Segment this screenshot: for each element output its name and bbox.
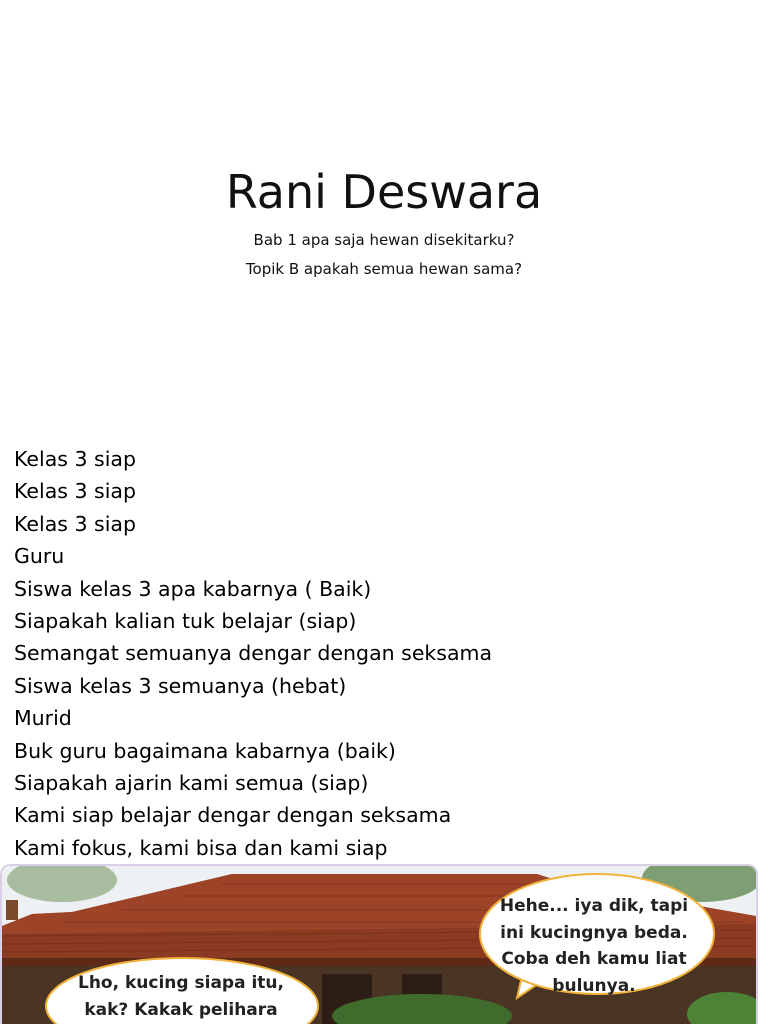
text-line: Siapakah kalian tuk belajar (siap) [14,608,357,633]
bubble-right-text [487,893,701,999]
subtitle-chapter: Bab 1 apa saja hewan disekitarku? [253,231,515,249]
bubble-line: Coba deh kamu liat [501,949,687,969]
bubble-line: Hehe... iya dik, tapi [499,896,689,916]
text-line: Kami siap belajar dengar dengan seksama [14,803,452,828]
text-line: Semangat semuanya dengar dengan seksama [14,641,493,666]
text-line: Murid [14,706,72,731]
text-line: Buk guru bagaimana kabarnya (baik) [14,738,396,763]
text-line: Siswa kelas 3 semuanya (hebat) [14,673,347,698]
page-title: Rani Deswara [225,165,543,219]
text-line: Siapakah ajarin kami semua (siap) [14,770,369,795]
bubble-line: Lho, kucing siapa itu, [78,973,284,993]
text-line: Kelas 3 siap [14,447,136,471]
bubble-left-text [62,970,300,1023]
text-line: Kelas 3 siap [14,479,136,504]
text-line: Kelas 3 siap [14,511,136,536]
bubble-line: kak? Kakak pelihara [84,999,278,1020]
text-line: Siswa kelas 3 apa kabarnya ( Baik) [14,576,372,601]
subtitle-topic: Topik B apakah semua hewan sama? [245,260,523,278]
chant-text [14,443,492,864]
text-line: Kami fokus, kami bisa dan kami siap [14,835,388,860]
bubble-line: bulunya. [552,975,636,996]
bubble-line: ini kucingnya beda. [500,922,688,943]
text-line: Guru [14,544,65,569]
